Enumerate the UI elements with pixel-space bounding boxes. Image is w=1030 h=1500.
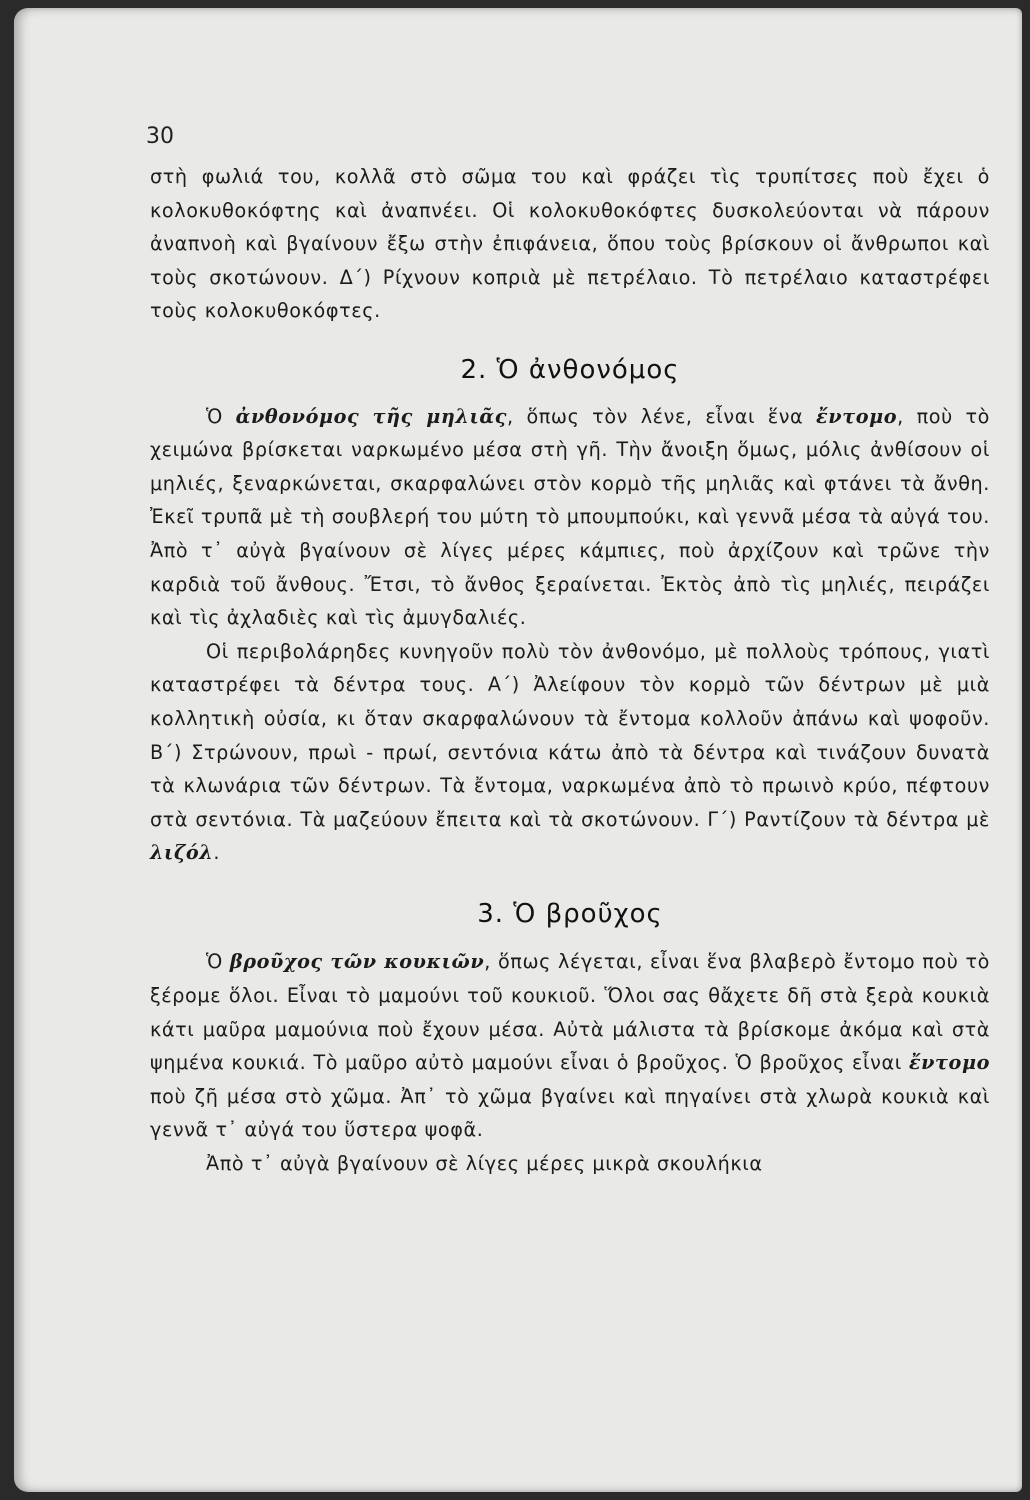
- bold-term: ἀνθονόμος τῆς μηλιᾶς: [235, 404, 508, 428]
- text-run: Ὁ: [206, 950, 230, 974]
- section-heading-brouchos: 3. Ὁ βροῦχος: [477, 898, 663, 929]
- text-run: , ποὺ τὸ χειμώνα βρίσκεται ναρκωμένο μέσα στὴ γῆ. Τὴν ἄνοιξη ὅμως, μόλις ἀνθίσουν οἱ μηλιές, ξεναρκώνεται, σκαρφαλώνει στὸν κορμὸ τῆς μηλιᾶς καὶ φτάνει τὰ ἄνθη. Ἐκεῖ τρυπᾶ μὲ τὴ σουβλερή του μύτη τὸ μπουμπούκι, καὶ γεννᾶ μέσα τὰ αὐγά του. Ἀπὸ τ᾿ αὐγὰ βγαίνουν σὲ λίγες μέρες κάμπιες, ποὺ ἀρχίζουν καὶ τρῶνε τὴν καρδιὰ τοῦ ἄνθους. Ἔτσι, τὸ ἄνθος ξεραίνεται. Ἐκτὸς ἀπὸ τὶς μηλιές, πειράζει καὶ τὶς ἀχλαδιὲς καὶ τὶς ἀμυγδαλιές.: [150, 404, 990, 630]
- page-text: [150, 160, 990, 1181]
- book-page: [14, 8, 1022, 1492]
- text-run: Οἱ περιβολάρηδες κυνηγοῦν πολὺ τὸν ἀνθονόμο, μὲ πολλοὺς τρόπους, γιατὶ καταστρέφει τὰ δέντρα τους. Α΄) Ἀλείφουν τὸν κορμὸ τῶν δέντρων μὲ μιὰ κολλητικὴ οὐσία, κι ὅταν σκαρφαλώνουν τὰ ἔντομα κολλοῦν ἀπάνω καὶ ψοφοῦν. Β΄) Στρώνουν, πρωὶ - πρωί, σεντόνια κάτω ἀπὸ τὰ δέντρα καὶ τινάζουν δυνατὰ τὰ κλωνάρια τῶν δέντρων. Τὰ ἔντομα, ναρκωμένα ἀπὸ τὸ πρωινὸ κρύο, πέφτουν στὰ σεντόνια. Τὰ μαζεύουν ἔπειτα καὶ τὰ σκοτώνουν. Γ΄) Ραντίζουν τὰ δέντρα μὲ: [150, 639, 990, 831]
- paragraph-anthonomos-2: [150, 635, 990, 870]
- text-run: , ὅπως τὸν λένε, εἶναι ἕνα: [507, 404, 817, 428]
- text-run: , ὅπως λέγεται, εἶναι ἕνα βλαβερὸ ἔντομο ποὺ τὸ ξέρομε ὅλοι. Εἶναι τὸ μαμούνι τοῦ κουκιοῦ. Ὅλοι σας θἄχετε δῆ στὰ ξερὰ κουκιὰ κάτι μαῦρα μαμούνια ποὺ ἔχουν μέσα. Αὐτὰ μάλιστα τὰ βρίσκομε ἀκόμα καὶ στὰ ψημένα κουκιά. Τὸ μαῦρο αὐτὸ μαμούνι εἶναι ὁ βροῦχος. Ὁ βροῦχος εἶναι: [150, 950, 990, 1075]
- bold-term: ἔντομο: [816, 404, 898, 428]
- section-heading-anthonomos: 2. Ὁ ἀνθονόμος: [460, 354, 680, 385]
- paragraph-brouchos-1: [150, 945, 990, 1147]
- text-run: Ὁ: [206, 404, 236, 428]
- paragraph-brouchos-2: Ἀπὸ τ᾿ αὐγὰ βγαίνουν σὲ λίγες μέρες μικρὰ σκουλήκια: [206, 1152, 763, 1176]
- bold-term: λιζόλ: [150, 841, 214, 865]
- paragraph-top: στὴ φωλιά του, κολλᾶ στὸ σῶμα του καὶ φράζει τὶς τρυπίτσες ποὺ ἔχει ὁ κολοκυθοκόφτης καὶ ἀναπνέει. Οἱ κολοκυθοκόφτες δυσκολεύονται νὰ πάρουν ἀναπνοὴ καὶ βγαίνουν ἔξω στὴν ἐπιφάνεια, ὅπου τοὺς βρίσκουν οἱ ἄνθρωποι καὶ τοὺς σκοτώνουν. Δ΄) Ρίχνουν κοπριὰ μὲ πετρέλαιο. Τὸ πετρέλαιο καταστρέφει τοὺς κολοκυθοκόφτες.: [150, 165, 990, 323]
- bold-term: ἔντομο: [908, 1051, 990, 1075]
- page-number: 30: [146, 124, 174, 149]
- paragraph-anthonomos-1: [150, 400, 990, 635]
- text-run: .: [213, 841, 221, 865]
- bold-term: βροῦχος τῶν κουκιῶν: [229, 950, 485, 974]
- text-run: ποὺ ζῆ μέσα στὸ χῶμα. Ἀπ᾿ τὸ χῶμα βγαίνει καὶ πηγαίνει στὰ χλωρὰ κουκιὰ καὶ γεννᾶ τ᾿ αὐγά του ὕστερα ψοφᾶ.: [150, 1084, 990, 1142]
